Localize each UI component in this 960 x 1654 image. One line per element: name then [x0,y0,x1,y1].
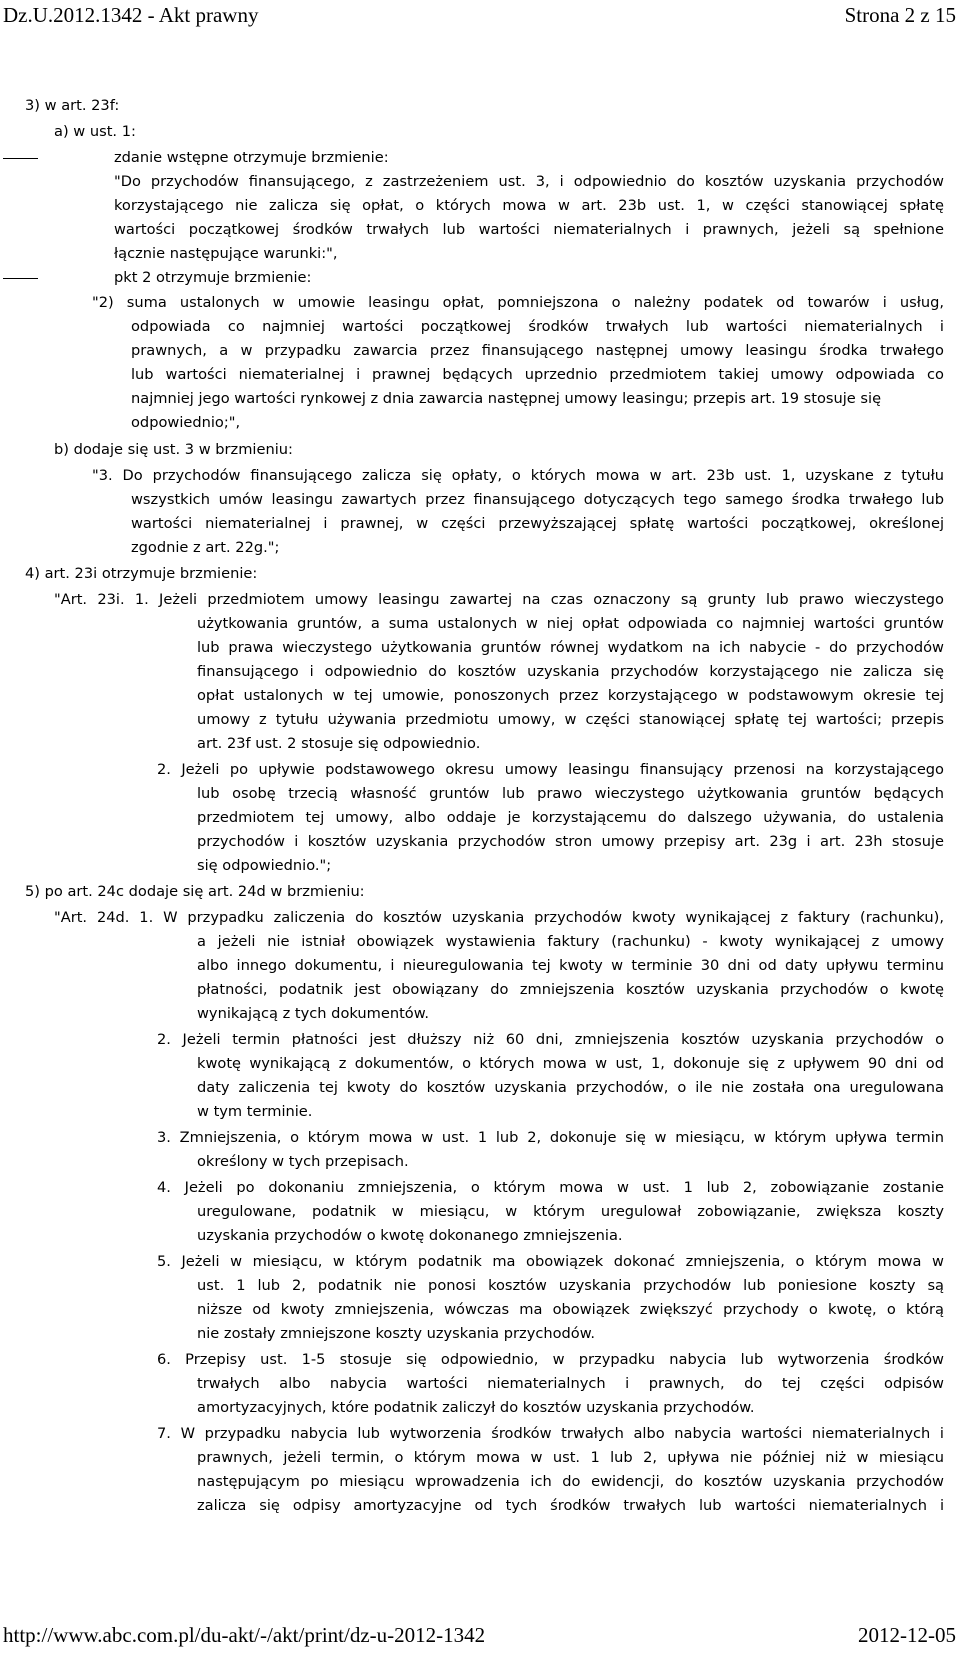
text-line: zgodnie z art. 22g."; [131,539,280,556]
text-line: niższe od kwoty zmniejszenia, wówczas ma obowiązek zwiększyć przychody o kwotę, o którą [197,1301,944,1318]
text-line: a jeżeli nie istniał obowiązek wystawienia faktury (rachunku) - kwoty wynikającej z umowy [197,933,944,950]
text-line: w tym terminie. [197,1103,313,1120]
text-line: amortyzacyjnych, które podatnik zaliczył do kosztów uzyskania przychodów. [197,1399,755,1416]
footer-date: 2012-12-05 [858,1623,956,1647]
text-line: określony w tych przepisach. [197,1153,409,1170]
text-line: umowy z tytułu używania przedmiotu umowy, w części stanowiącej spłatę tej wartości; przepis [197,711,944,728]
text-line: płatności, podatnik jest obowiązany do zmniejszenia kosztów uzyskania przychodów o kwotę [197,981,944,998]
text-line: 7. W przypadku nabycia lub wytworzenia środków trwałych albo nabycia wartości niematerialnych i [157,1425,944,1442]
text-line: opłat ustalonych w tej umowie, ponoszonych przez korzystającego w podstawowym okresie tej [197,687,944,704]
text-line: zdanie wstępne otrzymuje brzmienie: [114,149,389,166]
text-line: 6. Przepisy ust. 1-5 stosuje się odpowiednio, w przypadku nabycia lub wytworzenia środków [157,1351,944,1368]
text-line: "Do przychodów finansującego, z zastrzeżeniem ust. 3, i odpowiednio do kosztów uzyskania przychodów [114,173,944,190]
text-line: następującym po miesiącu wprowadzenia ich do ewidencji, do kosztów uzyskania przychodów [197,1473,944,1490]
text-line: pkt 2 otrzymuje brzmienie: [114,269,312,286]
text-line: albo innego dokumentu, i nieuregulowania tej kwoty w terminie 30 dni od daty upływu terminu [197,957,944,974]
text-line: "2) suma ustalonych w umowie leasingu opłat, pomniejszona o należny podatek od towarów i usług, [92,294,944,311]
text-line: a) w ust. 1: [54,123,136,140]
text-line: lub osobę trzecią własność gruntów lub prawo wieczystego użytkowania gruntów będących [197,785,944,802]
list-dash [3,158,38,159]
text-line: "3. Do przychodów finansującego zalicza się opłaty, o których mowa w art. 23b ust. 1, uzyskane z tytułu [92,467,944,484]
header-page-number: Strona 2 z 15 [844,3,956,27]
text-line: 3. Zmniejszenia, o którym mowa w ust. 1 lub 2, dokonuje się w miesiącu, w którym upływa termin [157,1129,944,1146]
text-line: wynikającą z tych dokumentów. [197,1005,429,1022]
text-line: 3) w art. 23f: [25,97,120,114]
text-line: trwałych albo nabycia wartości niematerialnych i prawnych, do tej części odpisów [197,1375,944,1392]
text-line: lub wartości niematerialnej i prawnej będących uprzednio przedmiotem takiej umowy odpowiada co [131,366,944,383]
text-line: 4. Jeżeli po dokonaniu zmniejszenia, o którym mowa w ust. 1 lub 2, zobowiązanie zostanie [157,1179,944,1196]
text-line: odpowiada co najmniej wartości początkowej środków trwałych lub wartości niematerialnych i [131,318,944,335]
text-line: łącznie następujące warunki:", [114,245,338,262]
text-line: wartości niematerialnej i prawnej, w części przewyższającej spłatę wartości początkowej, określonej [131,515,944,532]
text-line: nie zostały zmniejszone koszty uzyskania przychodów. [197,1325,595,1342]
text-line: najmniej jego wartości rynkowej z dnia zawarcia następnej umowy leasingu; przepis art. 19 stosuje się [131,390,882,407]
text-line: uregulowane, podatnik w miesiącu, w którym uregulował zobowiązanie, zwiększa koszty [197,1203,944,1220]
text-line: "Art. 24d. 1. W przypadku zaliczenia do kosztów uzyskania przychodów kwoty wynikającej z faktury (rachunku), [54,909,944,926]
text-line: "Art. 23i. 1. Jeżeli przedmiotem umowy leasingu zawartej na czas oznaczony są grunty lub prawo wieczystego [54,591,944,608]
text-line: 5. Jeżeli w miesiącu, w którym podatnik ma obowiązek dokonać zmniejszenia, o którym mowa w [157,1253,944,1270]
text-line: 2. Jeżeli termin płatności jest dłuższy niż 60 dni, zmniejszenia kosztów uzyskania przychodów o [157,1031,944,1048]
text-line: ust. 1 lub 2, podatnik nie ponosi kosztów uzyskania przychodów lub poniesione koszty są [197,1277,944,1294]
text-line: 5) po art. 24c dodaje się art. 24d w brzmieniu: [25,883,365,900]
text-line: odpowiednio;", [131,414,241,431]
text-line: b) dodaje się ust. 3 w brzmieniu: [54,441,293,458]
text-line: się odpowiednio."; [197,857,332,874]
text-line: korzystającego nie zalicza się opłat, o których mowa w art. 23b ust. 1, w części stanowiącej spłatę [114,197,944,214]
text-line: prawnych, a w przypadku zawarcia przez finansującego następnej umowy leasingu środka trwałego [131,342,944,359]
header-title: Dz.U.2012.1342 - Akt prawny [3,3,259,27]
list-dash [3,278,38,279]
text-line: użytkowania gruntów, a suma ustalonych w niej opłat odpowiada co najmniej wartości gruntów [197,615,944,632]
text-line: zalicza się odpisy amortyzacyjne od tych środków trwałych lub wartości niematerialnych i [197,1497,944,1514]
text-line: 2. Jeżeli po upływie podstawowego okresu umowy leasingu finansujący przenosi na korzystającego [157,761,944,778]
text-line: lub prawa wieczystego użytkowania gruntów równej wydatkom na ich nabycie - do przychodów [197,639,944,656]
text-line: wszystkich umów leasingu zawartych przez finansującego dotyczących tego samego środka trwałego lub [131,491,944,508]
text-line: art. 23f ust. 2 stosuje się odpowiednio. [197,735,481,752]
text-line: finansującego i odpowiednio do kosztów uzyskania przychodów korzystającego nie zalicza się [197,663,944,680]
text-line: uzyskania przychodów o kwotę dokonanego zmniejszenia. [197,1227,623,1244]
text-line: przedmiotem tej umowy, albo oddaje je korzystającemu do dalszego używania, do ustalenia [197,809,944,826]
text-line: przychodów i kosztów uzyskania przychodów stron umowy przepisy art. 23g i art. 23h stosuje [197,833,944,850]
text-line: daty zaliczenia tej kwoty do kosztów uzyskania przychodów, o ile nie została ona uregulowana [197,1079,944,1096]
footer-url: http://www.abc.com.pl/du-akt/-/akt/print/dz-u-2012-1342 [3,1623,486,1647]
text-line: prawnych, jeżeli termin, o którym mowa w ust. 1 lub 2, upływa nie później niż w miesiącu [197,1449,944,1466]
text-line: wartości początkowej środków trwałych lub wartości niematerialnych i prawnych, jeżeli są spełnione [114,221,944,238]
text-line: kwotę wynikającą z dokumentów, o których mowa w ust, 1, dokonuje się z upływem 90 dni od [197,1055,944,1072]
text-line: 4) art. 23i otrzymuje brzmienie: [25,565,258,582]
